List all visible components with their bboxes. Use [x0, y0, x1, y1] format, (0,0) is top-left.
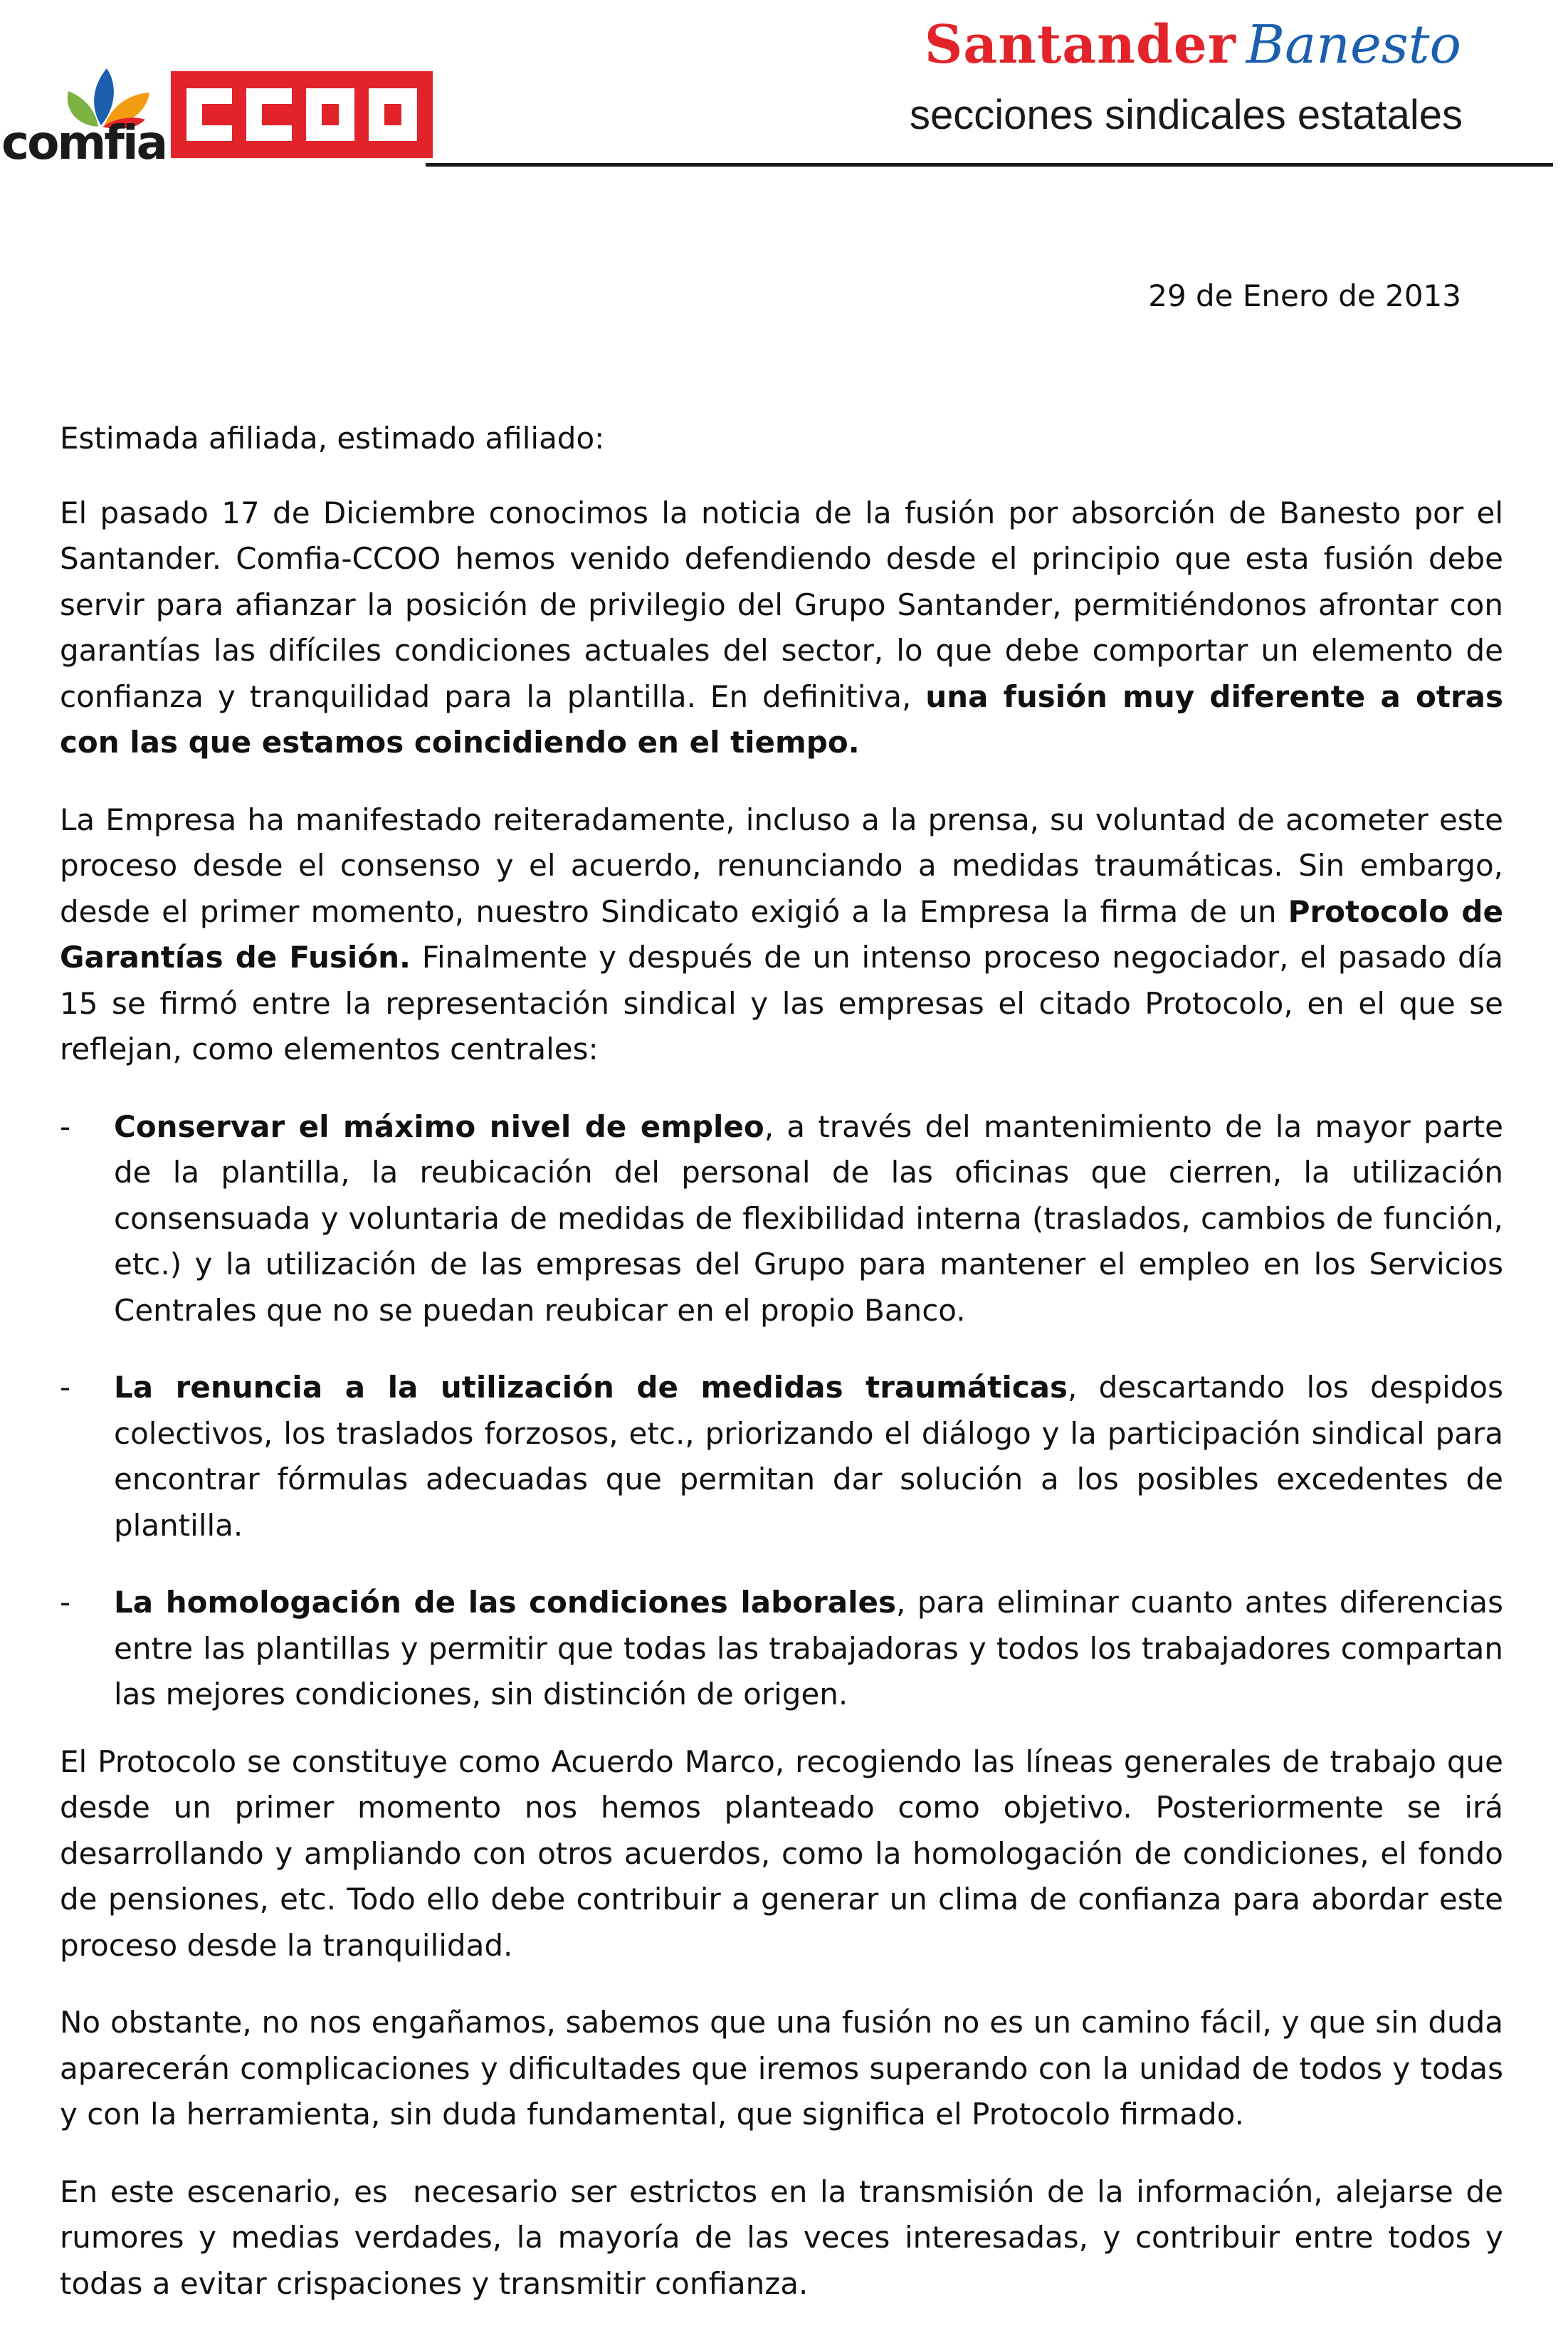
ccoo-logo-icon	[171, 71, 433, 158]
paragraph-5: En este escenario, es necesario ser estrictos en la transmisión de la información, alejarse de rumores y medias verdades, la mayoría de las veces interesadas, y contribuir entre todos y todas a evitar crispaciones y transmitir confianza.	[60, 2174, 1513, 2301]
greeting: Estimada afiliada, estimado afiliado:	[60, 421, 605, 456]
bullet-2-bold: La renuncia a la utilización de medidas traumáticas	[114, 1370, 1068, 1405]
paragraph-4: No obstante, no nos engañamos, sabemos que una fusión no es un camino fácil, y que sin duda aparecerán complicaciones y dificultades que iremos superando con la unidad de todos y todas y con la herramienta, sin duda fundamental, que significa el Protocolo firmado.	[60, 2005, 1503, 2132]
brand-santander: Santander	[924, 14, 1236, 75]
bullet-dash: -	[60, 1108, 71, 1144]
brand-banesto: Banesto	[1246, 14, 1461, 75]
bullet-1-bold: Conservar el máximo nivel de empleo	[114, 1108, 764, 1144]
bullet-1-text: , a través del mantenimiento de la mayor parte de la plantilla, la reubicación del personal de las oficinas que cierren, la utilización consensuada y voluntaria de medidas de flexibilidad interna (traslados, cambios de función, etc.) y la utilización de las empresas del Grupo para mantener el empleo en los Servicios Centrales que no se puedan reubicar en el propio Banco.	[114, 1108, 1503, 1328]
letter-body	[60, 416, 1513, 2338]
bullet-item-3	[60, 1580, 1503, 1718]
paragraph-1-text: El pasado 17 de Diciembre conocimos la noticia de la fusión por absorción de Banesto por el Santander. Comfia-CCOO hemos venido defendiendo desde el principio que esta fusión debe servir para afianzar la posición de privilegio del Grupo Santander, permitiéndonos afrontar con garantías las difíciles condiciones actuales del sector, lo que debe comportar un elemento de confianza y tranquilidad para la plantilla. En definitiva,	[60, 495, 1503, 714]
bullet-dash: -	[60, 1370, 71, 1405]
letter-date: 29 de Enero de 2013	[1148, 278, 1461, 313]
bullet-dash: -	[60, 1585, 71, 1620]
header-divider	[426, 163, 1553, 167]
comfia-ccoo-logo	[0, 64, 434, 170]
bullet-item-1	[60, 1104, 1503, 1334]
comfia-wordmark: comfia	[1, 115, 167, 170]
bullet-2-text: , descartando los despidos colectivos, los traslados forzosos, etc., priorizando el diálogo y la participación sindical para encontrar fórmulas adecuadas que permitan dar solución a los posibles excedentes de plantilla.	[114, 1370, 1503, 1543]
paragraph-2-text-a: La Empresa ha manifestado reiteradamente, incluso a la prensa, su voluntad de acometer este proceso desde el consenso y el acuerdo, renunciando a medidas traumáticas. Sin embargo, desde el primer momento, nuestro Sindicato exigió a la Empresa la firma de un	[60, 802, 1503, 929]
header-subtitle: secciones sindicales estatales	[910, 92, 1463, 138]
bullet-3-text: , para eliminar cuanto antes diferencias entre las plantillas y permitir que todas las trabajadoras y todos los trabajadores compartan las mejores condiciones, sin distinción de origen.	[114, 1585, 1503, 1711]
paragraph-1	[60, 491, 1503, 766]
paragraph-2	[60, 797, 1503, 1073]
paragraph-2-text-b: Finalmente y después de un intenso proceso negociador, el pasado día 15 se firmó entre la representación sindical y las empresas el citado Protocolo, en el que se reflejan, como elementos centrales:	[60, 940, 1504, 1066]
bullet-3-bold: La homologación de las condiciones laborales	[114, 1585, 896, 1620]
santander-banesto-logo	[925, 14, 1461, 75]
paragraph-1-bold: una fusión muy diferente a otras con las que estamos coincidiendo en el tiempo.	[60, 678, 1503, 760]
paragraph-2-bold: Protocolo de Garantías de Fusión.	[60, 893, 1503, 975]
paragraph-3: El Protocolo se constituye como Acuerdo Marco, recogiendo las líneas generales de trabajo que desde un primer momento nos hemos planteado como objetivo. Posteriormente se irá desarrollando y ampliando con otros acuerdos, como la homologación de condiciones, el fondo de pensiones, etc. Todo ello debe contribuir a generar un clima de confianza para abordar este proceso desde la tranquilidad.	[60, 1744, 1503, 1963]
bullet-item-2	[60, 1365, 1503, 1548]
